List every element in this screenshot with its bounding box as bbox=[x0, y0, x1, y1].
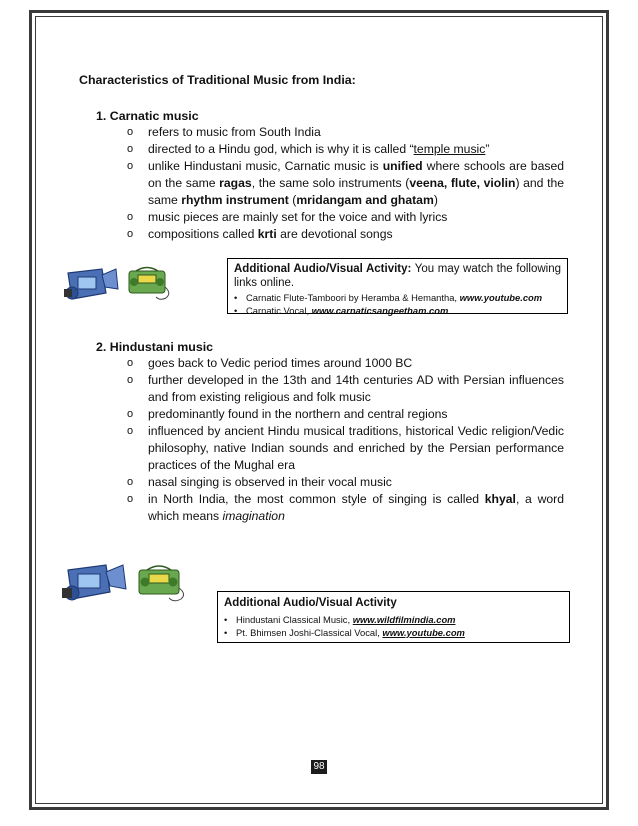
page-number: 98 bbox=[311, 760, 327, 774]
list-bullet: o bbox=[127, 374, 134, 386]
temple-music-term: temple music bbox=[413, 142, 486, 156]
video-camera-icon bbox=[62, 263, 120, 303]
list-bullet: o bbox=[127, 126, 134, 138]
list-bullet: o bbox=[127, 493, 134, 505]
list-item: o nasal singing is observed in their vocal music bbox=[127, 475, 392, 489]
youtube-link[interactable]: www.youtube.com bbox=[382, 626, 465, 638]
av-links-list bbox=[234, 292, 561, 317]
list-bullet: o bbox=[127, 211, 134, 223]
list-item: o in North India, the most common style of singing is called khyal, a word which means imagination bbox=[127, 492, 564, 523]
list-bullet: o bbox=[127, 476, 134, 488]
list-item: o compositions called krti are devotional songs bbox=[127, 227, 393, 241]
list-item: o goes back to Vedic period times around 1000 BC bbox=[127, 356, 413, 370]
av-activity-heading: Additional Audio/Visual Activity bbox=[224, 597, 397, 609]
video-camera-icon bbox=[60, 560, 128, 604]
page-title: Characteristics of Traditional Music from India: bbox=[79, 73, 356, 87]
list-bullet: o bbox=[127, 228, 134, 240]
list-bullet: o bbox=[127, 408, 134, 420]
hindustani-list bbox=[127, 355, 564, 525]
list-bullet: o bbox=[127, 425, 134, 437]
radio-icon bbox=[126, 265, 172, 301]
list-item: • Carnatic Flute-Tamboori by Heramba & Hemantha, www.youtube.com bbox=[234, 292, 543, 303]
wildfilmindia-link[interactable]: www.wildfilmindia.com bbox=[352, 614, 456, 625]
carnatic-list bbox=[127, 124, 564, 243]
list-item: o predominantly found in the northern and central regions bbox=[127, 407, 448, 421]
youtube-link[interactable]: www.youtube.com bbox=[459, 292, 543, 303]
carnaticsangeetham-link[interactable]: www.carnaticsangeetham.com bbox=[311, 304, 449, 316]
list-bullet: o bbox=[127, 143, 134, 155]
av-links-list bbox=[224, 614, 563, 639]
list-item: o unlike Hindustani music, Carnatic music is unified where schools are based on the same ragas, the same solo instruments (veena, flute, violin) and the same rhythm instrument (mridangam and ghatam) bbox=[127, 159, 565, 207]
av-activity-heading: Additional Audio/Visual Activity: You may watch the following links online. bbox=[234, 263, 561, 289]
av-activity-box-carnatic bbox=[227, 258, 568, 314]
list-bullet: o bbox=[127, 357, 134, 369]
list-item: • Carnatic Vocal, www.carnaticsangeetham.com bbox=[234, 304, 449, 316]
list-item: • Hindustani Classical Music, www.wildfilmindia.com bbox=[224, 614, 456, 625]
list-item: o refers to music from South India bbox=[127, 125, 321, 139]
list-item: o further developed in the 13th and 14th centuries AD with Persian influences and from existing religious and folk music bbox=[127, 373, 564, 404]
list-item: o music pieces are mainly set for the voice and with lyrics bbox=[127, 210, 448, 224]
list-bullet: o bbox=[127, 160, 134, 172]
list-item: o directed to a Hindu god, which is why it is called “temple music” bbox=[127, 142, 490, 156]
section-heading-carnatic: 1. Carnatic music bbox=[96, 109, 199, 123]
list-item: • Pt. Bhimsen Joshi-Classical Vocal, www.youtube.com bbox=[224, 626, 465, 638]
radio-icon bbox=[136, 563, 188, 603]
section-heading-hindustani: 2. Hindustani music bbox=[96, 340, 214, 354]
av-activity-box-hindustani bbox=[217, 591, 570, 643]
list-item: o influenced by ancient Hindu musical traditions, historical Vedic religion/Vedic philosophy, native Indian sounds and enriched by the Persian performance practices of the Mughal era bbox=[127, 424, 564, 472]
